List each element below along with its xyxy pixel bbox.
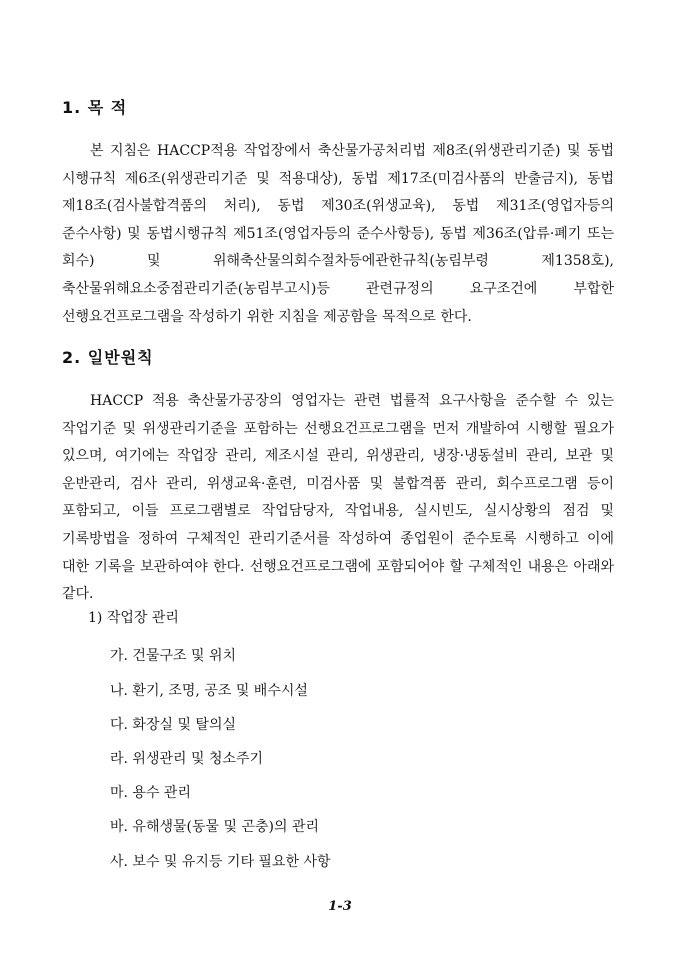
list-item: 바. 유해생물(동물 및 곤충)의 관리 <box>110 819 319 835</box>
section-1-body: 본 지침은 HACCP적용 작업장에서 축산물가공처리법 제8조(위생관리기준) 및 동법 시행규칙 제6조(위생관리기준 및 적용대상), 동법 제17조(미검사품의 반출금지), 동법 제18조(검사불합격품의 처리), 동법 제30조(위생교육), 동법 제31조(영업자등의 준수사항) 및 동법시행규칙 제51조(영업자등의 준수사항등), 동법 제36조(압류·폐기 또는 회수) 및 위해축산물의회수절차등에관한규칙(농림부령 제1358호), 축산물위해요소중점관리기준(농림부고시)등 관련규정의 요구조건에 부합한 선행요건프로그램을 작성하기 위한 지침을 제공함을 목적으로 한다. <box>62 143 614 325</box>
section-2-body: HACCP 적용 축산물가공장의 영업자는 관련 법률적 요구사항을 준수할 수 있는 작업기준 및 위생관리기준을 포함하는 선행요건프로그램을 먼저 개발하여 시행할 필요가 있으며, 여기에는 작업장 관리, 제조시설 관리, 위생관리, 냉장·냉동설비 관리, 보관 및 운반관리, 검사 관리, 위생교육·훈련, 미검사품 및 불합격품 관리, 회수프로그램 등이 포함되고, 이들 프로그램별로 작업담당자, 작업내용, 실시빈도, 실시상황의 점검 및 기록방법을 정하여 구체적인 관리기준서를 작성하여 종업원이 준수토록 시행하고 이에 대한 기록을 보관하여야 한다. 선행요건프로그램에 포함되어야 할 구체적인 내용은 아래와 같다. <box>62 393 614 603</box>
page-number: 1-3 <box>328 899 352 914</box>
list-item: 나. 환기, 조명, 공조 및 배수시설 <box>110 683 308 699</box>
list-item: 마. 용수 관리 <box>110 785 191 801</box>
list-item: 가. 건물구조 및 위치 <box>110 648 236 664</box>
section-1-heading: 1. 목 적 <box>62 98 128 117</box>
list-item: 사. 보수 및 유지등 기타 필요한 사항 <box>110 854 331 870</box>
list-item: 다. 화장실 및 탈의실 <box>110 717 236 733</box>
list-title: 1) 작업장 관리 <box>88 610 179 626</box>
section-2-heading: 2. 일반원칙 <box>62 348 154 367</box>
list-item: 라. 위생관리 및 청소주기 <box>110 751 264 767</box>
